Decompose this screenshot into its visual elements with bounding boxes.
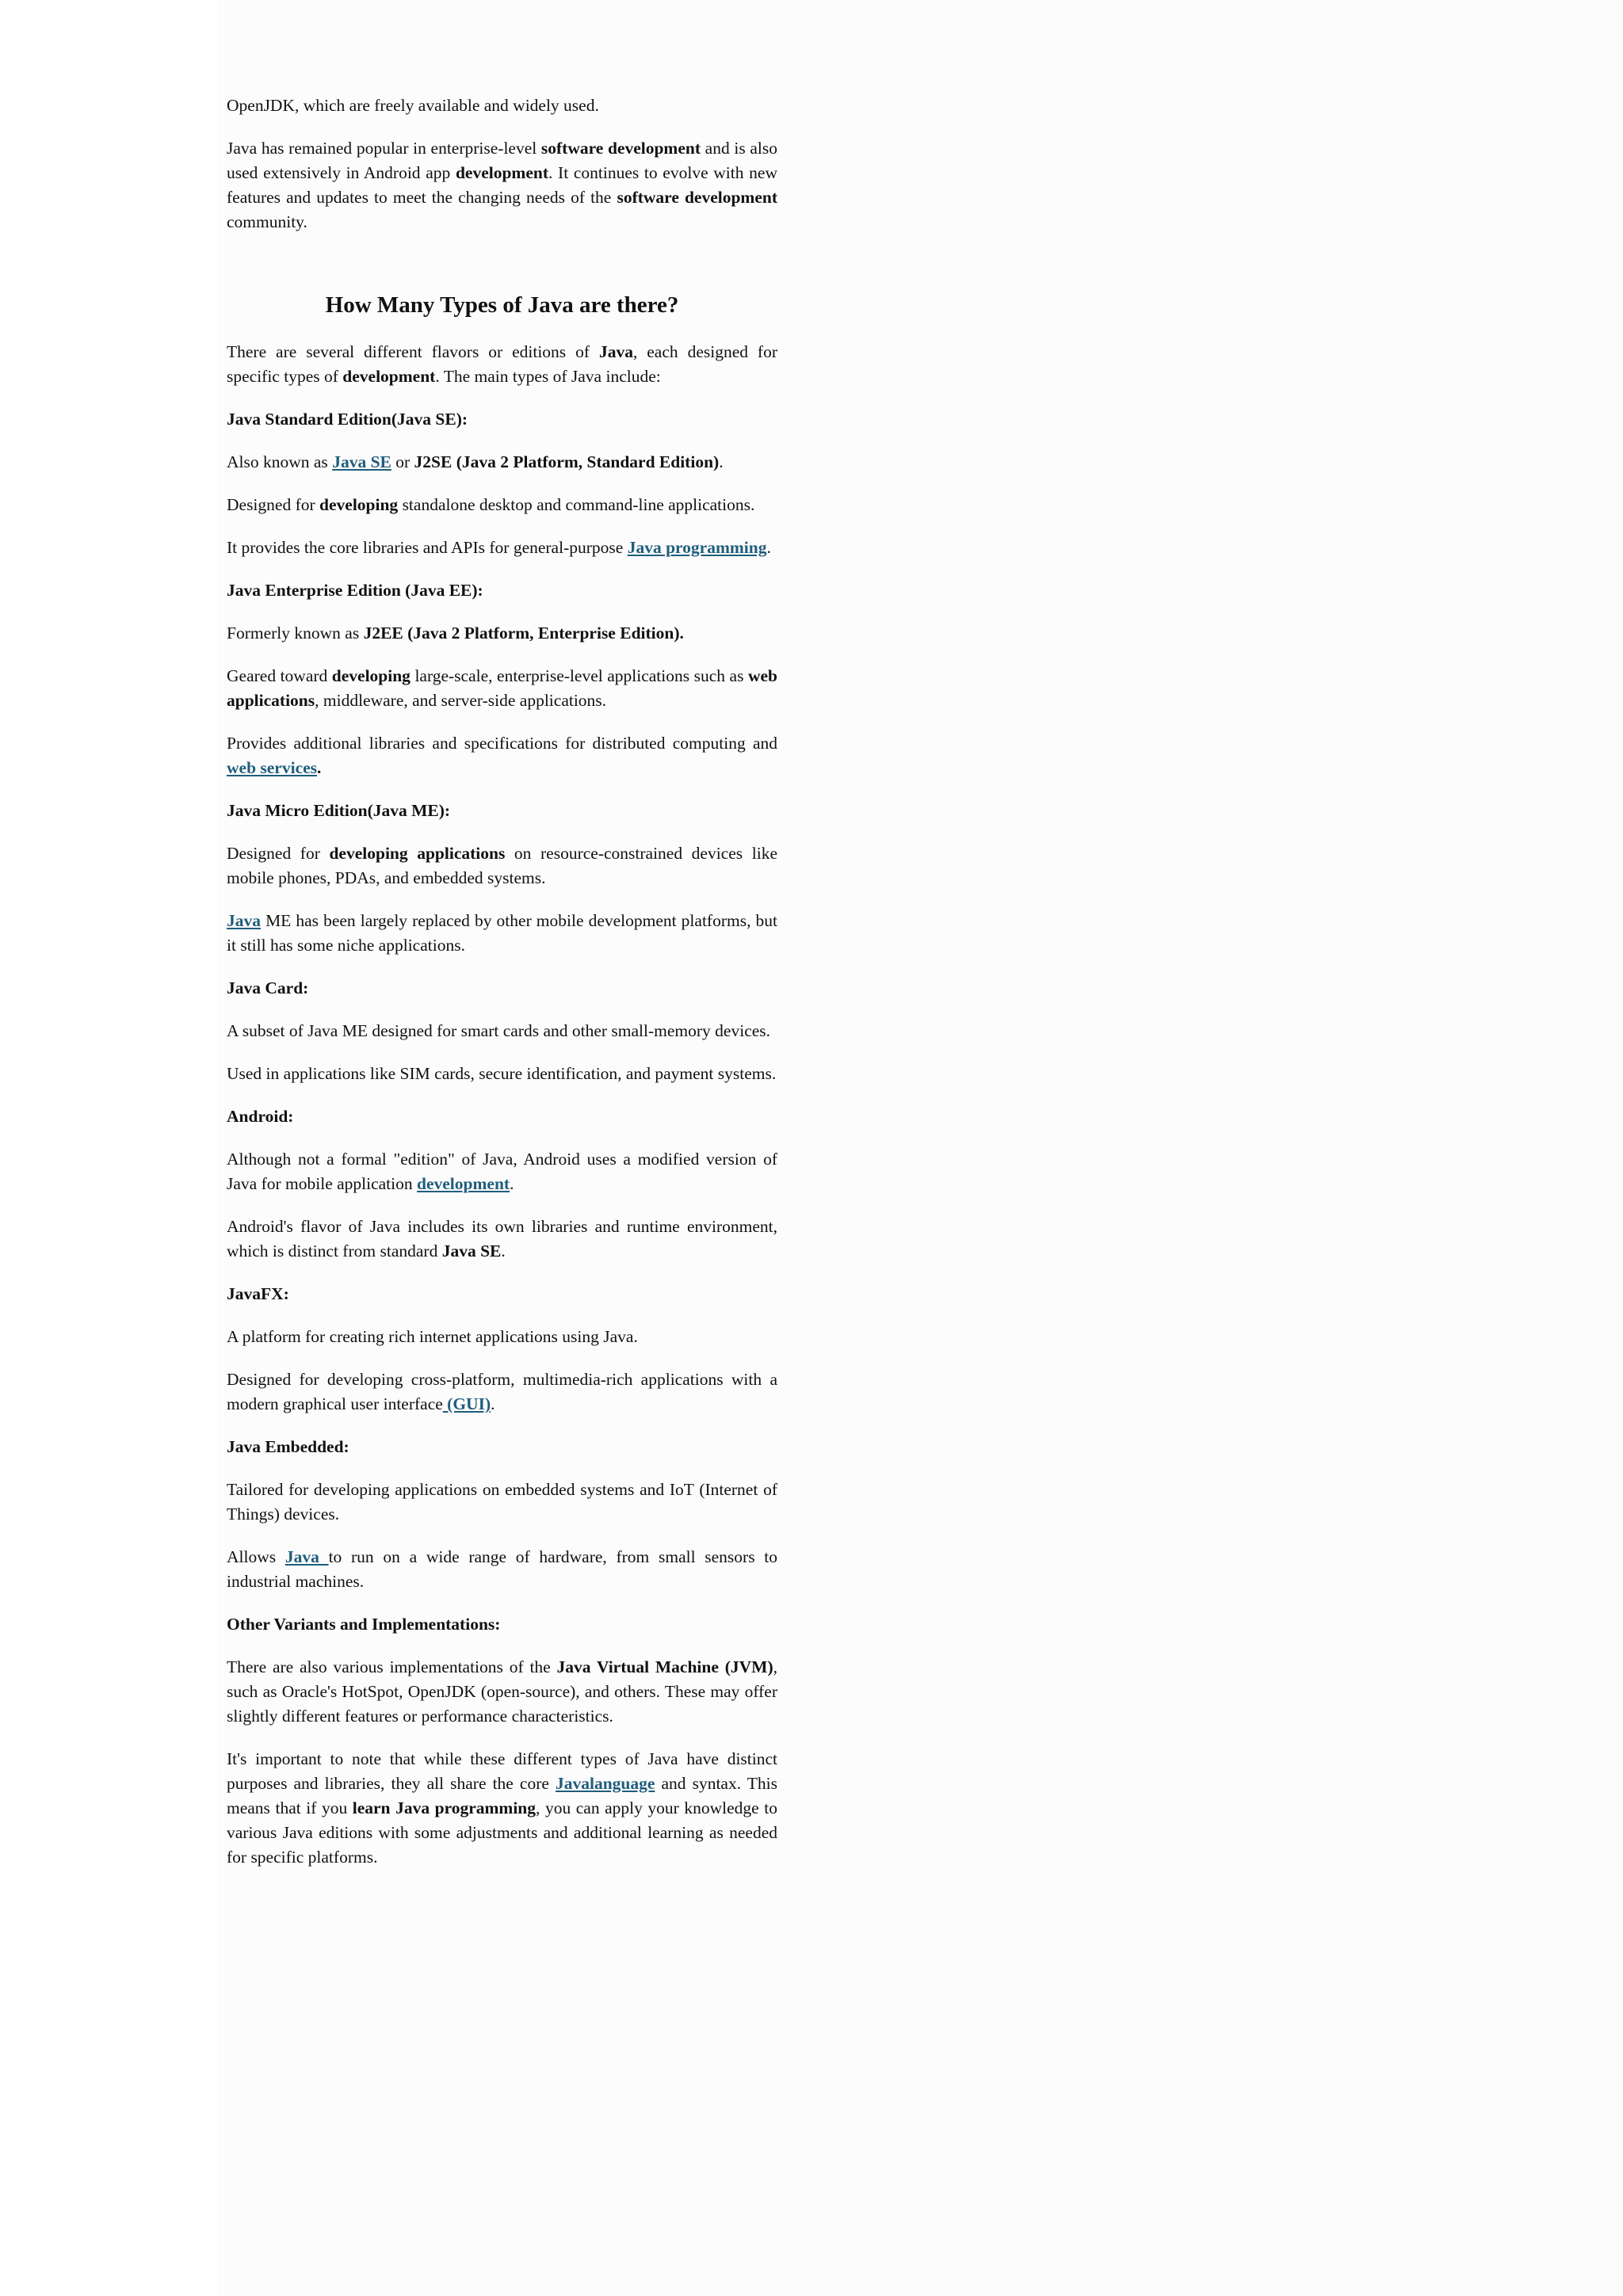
java-se-link[interactable]: Java SE [332,452,391,471]
java-embedded-purpose: Tailored for developing applications on embedded systems and IoT (Internet of Things) devices. [227,1480,777,1524]
javafx-purpose: Designed for developing cross-platform, multimedia-rich applications with a modern graphical user interface (GUI). [227,1370,777,1413]
java-me-title: Java Micro Edition(Java ME): [227,801,451,820]
java-me-purpose: Designed for developing applications on resource-constrained devices like mobile phones, PDAs, and embedded systems. [227,844,777,887]
java-embedded-title: Java Embedded: [227,1437,349,1456]
section-heading: How Many Types of Java are there? [325,292,679,318]
types-intro-paragraph: There are several different flavors or editions of Java, each designed for specific types of development. The main types of Java include: [227,342,778,386]
android-overview: Although not a formal "edition" of Java, Android uses a modified version of Java for mobile application development. [227,1150,777,1193]
javafx-platform: A platform for creating rich internet applications using Java. [227,1327,638,1346]
java-card-title: Java Card: [227,978,309,997]
java-popularity-paragraph: Java has remained popular in enterprise-level software development and is also used extensively in Android app development. It continues to evolve with new features and updates to meet the changing needs of the software development community. [227,139,778,231]
java-ee-libraries: Provides additional libraries and specifications for distributed computing and web services. [227,734,777,777]
java-se-aka: Also known as Java SE or J2SE (Java 2 Platform, Standard Edition). [227,452,724,471]
java-ee-purpose: Geared toward developing large-scale, enterprise-level applications such as web applications, middleware, and server-side applications. [227,666,777,710]
java-ee-aka: Formerly known as J2EE (Java 2 Platform, Enterprise Edition). [227,624,684,643]
gui-link[interactable]: (GUI) [442,1394,491,1413]
java-me-status: Java ME has been largely replaced by other mobile development platforms, but it still has some niche applications. [227,911,777,955]
java-link[interactable]: Java [227,911,261,930]
java-card-subset: A subset of Java ME designed for smart cards and other small-memory devices. [227,1021,771,1040]
closing-paragraph: It's important to note that while these different types of Java have distinct purposes and libraries, they all share the core Javalanguage and syntax. This means that if you learn Java programming, you can apply your knowledge to various Java editions with some adjustments and additional learning as needed for specific platforms. [227,1749,777,1867]
java-embedded-link[interactable]: Java [285,1547,329,1566]
java-card-usage: Used in applications like SIM cards, secure identification, and payment systems. [227,1064,777,1083]
android-flavor: Android's flavor of Java includes its own libraries and runtime environment, which is distinct from standard Java SE. [227,1217,777,1261]
java-ee-title: Java Enterprise Edition (Java EE): [227,581,483,600]
development-link[interactable]: development [417,1174,510,1193]
java-programming-link[interactable]: Java programming [627,538,767,557]
other-variants-title: Other Variants and Implementations: [227,1615,501,1634]
javafx-title: JavaFX: [227,1284,289,1303]
intro-tail-paragraph: OpenJDK, which are freely available and widely used. [227,96,599,115]
article-body [227,93,777,1888]
java-se-purpose: Designed for developing standalone desktop and command-line applications. [227,495,755,514]
java-language-link[interactable]: Javalanguage [555,1774,655,1793]
java-se-core: It provides the core libraries and APIs for general-purpose Java programming. [227,538,771,557]
java-embedded-hardware: Allows Java to run on a wide range of hardware, from small sensors to industrial machines. [227,1547,778,1591]
web-services-link[interactable]: web services [227,758,318,777]
jvm-implementations-paragraph: There are also various implementations of the Java Virtual Machine (JVM), such as Oracle's HotSpot, OpenJDK (open-source), and others. These may offer slightly different features or performance characteristics. [227,1657,777,1726]
java-se-title: Java Standard Edition(Java SE): [227,410,468,429]
android-title: Android: [227,1107,294,1126]
